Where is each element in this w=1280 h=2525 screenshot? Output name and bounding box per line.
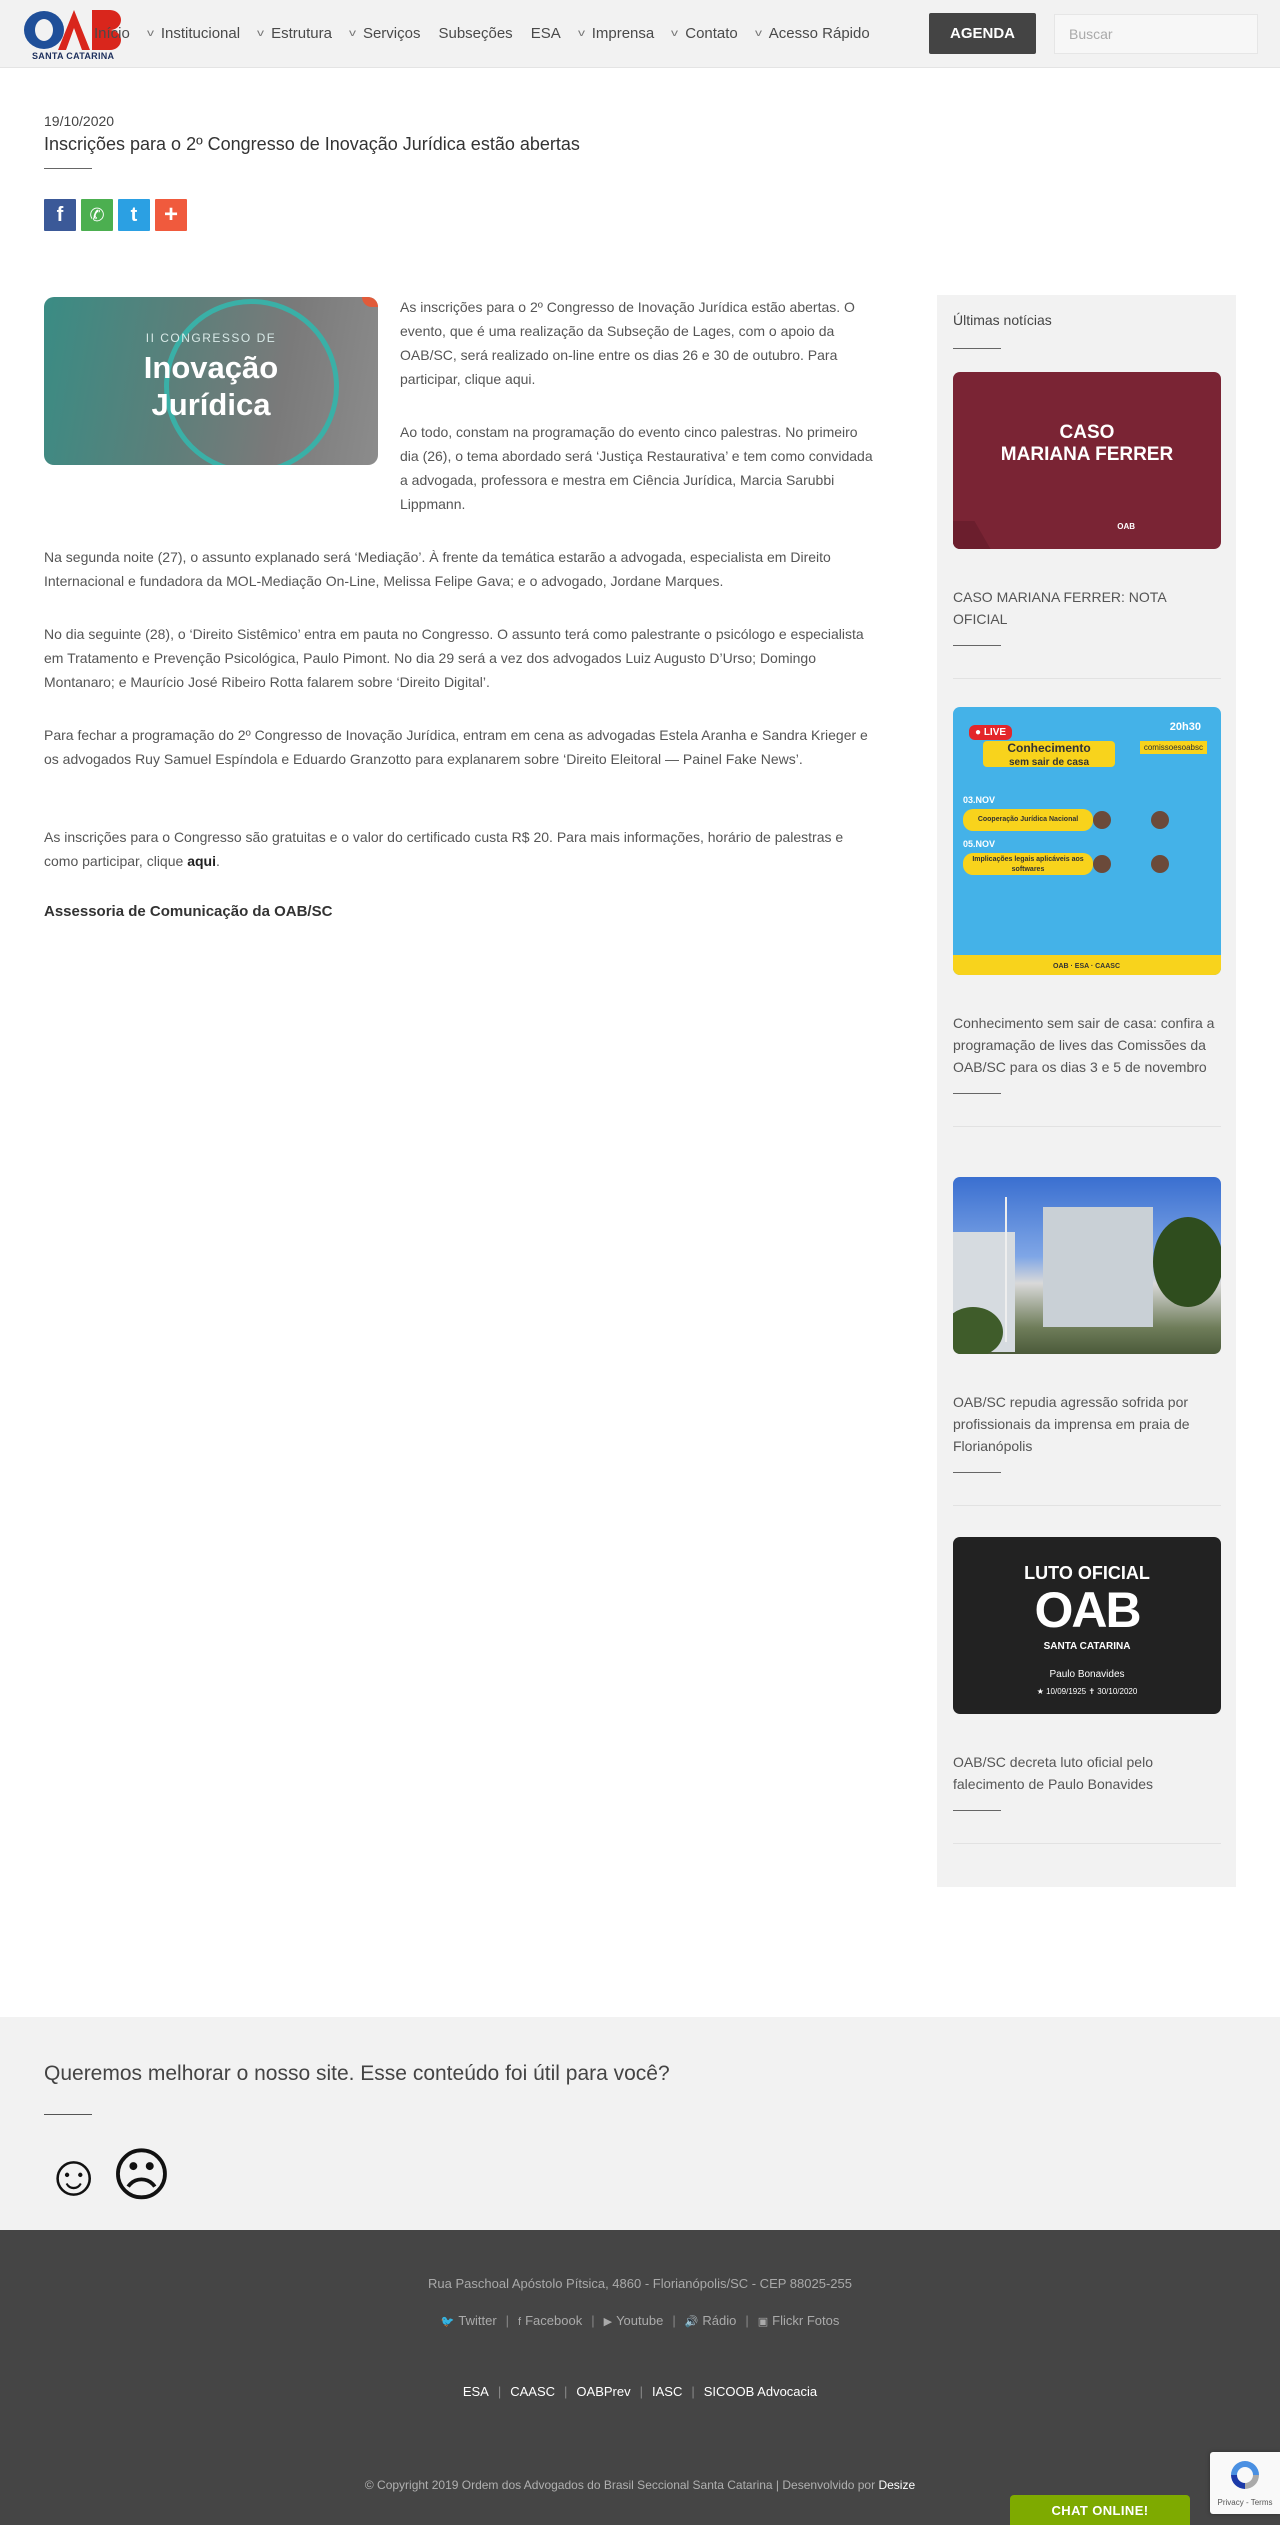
footer-social-links (0, 2313, 1280, 2328)
social-label: Youtube (616, 2313, 664, 2328)
thumb-band (953, 509, 1221, 549)
news-thumbnail[interactable] (953, 707, 1221, 975)
thumb-topic: Implicações legais aplicáveis aos softwares (963, 853, 1093, 875)
tree-shape (1153, 1217, 1221, 1307)
nav-item-contato[interactable] (672, 25, 738, 42)
recaptcha-icon (1228, 2458, 1262, 2492)
paragraph-end: . (215, 853, 220, 869)
social-label: Rádio (702, 2313, 737, 2328)
news-thumbnail[interactable] (953, 1537, 1221, 1714)
feedback-options (44, 2143, 172, 2208)
nav-label: Serviços (362, 24, 421, 42)
footer-link-iasc[interactable]: IASC (651, 2384, 683, 2399)
social-label: Flickr Fotos (772, 2313, 840, 2328)
click-here-link[interactable]: aqui (187, 853, 216, 869)
news-caption[interactable]: OAB/SC repudia agressão sofrida por profissionais da imprensa em praia de Florianópolis (953, 1394, 1190, 1454)
speaker-avatar (1151, 855, 1169, 873)
thumb-name: Paulo Bonavides (1049, 1669, 1125, 1680)
news-separator (953, 1505, 1221, 1506)
social-link-youtube[interactable] (604, 2313, 664, 2328)
thumb-logo: OAB (1117, 522, 1135, 531)
agenda-button[interactable]: AGENDA (929, 13, 1036, 54)
happy-face-icon[interactable]: ☺ (44, 2143, 104, 2208)
twitter-icon: 🐦 (440, 2316, 455, 2328)
live-badge: ● LIVE (969, 725, 1012, 740)
recaptcha-badge[interactable] (1210, 2452, 1280, 2514)
thumb-topic: Cooperação Jurídica Nacional (963, 809, 1093, 831)
more-share-icon[interactable]: + (155, 199, 187, 231)
separator: | (639, 2384, 643, 2399)
article-signature: Assessoria de Comunicação da OAB/SC (44, 903, 333, 920)
chevron-down-icon: v (146, 27, 154, 39)
image-title-line2: Jurídica (151, 387, 271, 422)
footer-link-sicoob[interactable]: SICOOB Advocacia (703, 2384, 818, 2399)
sidebar-title: Últimas notícias (953, 312, 1052, 328)
nav-label: Estrutura (271, 24, 332, 42)
nav-item-esa[interactable] (531, 25, 561, 42)
article-date: 19/10/2020 (44, 113, 115, 129)
paragraph-text: As inscrições para o Congresso são gratuitas e o valor do certificado custa R$ 20. Para mais informações, horário de palestras e como participar, clique (44, 829, 844, 869)
news-thumbnail[interactable] (953, 1177, 1221, 1354)
image-subtitle: II CONGRESSO DE (145, 331, 277, 345)
nav-label: ESA (530, 24, 561, 42)
thumb-date: 05.NOV (963, 839, 996, 849)
thumb-line: CASO (1059, 422, 1115, 443)
chevron-down-icon: v (348, 27, 356, 39)
footer-copyright (0, 2478, 1280, 2492)
nav-item-institucional[interactable] (148, 25, 240, 42)
chat-online-button[interactable]: CHAT ONLINE! (1010, 2495, 1190, 2525)
youtube-icon: ▶ (603, 2316, 613, 2328)
thumb-title (953, 422, 1221, 466)
flickr-icon: ▣ (757, 2316, 769, 2328)
chevron-down-icon: v (577, 27, 585, 39)
thumb-date: 03.NOV (963, 795, 996, 805)
news-item[interactable] (953, 1177, 1221, 1506)
article-paragraph-2 (44, 420, 880, 516)
speaker-avatar (1093, 855, 1111, 873)
latest-news-sidebar (937, 295, 1236, 1887)
social-link-flickr[interactable] (758, 2313, 840, 2328)
thumb-title (983, 741, 1115, 767)
thumb-line: MARIANA FERRER (1000, 444, 1174, 465)
separator: | (505, 2313, 510, 2328)
speaker-avatar (1093, 811, 1111, 829)
footer-links (0, 2384, 1280, 2399)
facebook-share-icon[interactable]: f (44, 199, 76, 231)
social-label: Twitter (458, 2313, 497, 2328)
corner-decoration (362, 297, 378, 307)
chevron-down-icon: v (671, 27, 679, 39)
facebook-icon: f (518, 2316, 522, 2328)
footer-link-caasc[interactable]: CAASC (510, 2384, 556, 2399)
news-caption[interactable]: CASO MARIANA FERRER: NOTA OFICIAL (953, 589, 1166, 627)
search-input[interactable] (1054, 14, 1258, 54)
separator: | (745, 2313, 749, 2328)
site-header (0, 0, 1280, 68)
social-label: Facebook (525, 2313, 583, 2328)
thumb-time: 20h30 (1169, 721, 1201, 733)
thumb-title: LUTO OFICIAL (1024, 1563, 1150, 1583)
building-shape (1043, 1207, 1153, 1327)
image-title-line1: Inovação (143, 350, 279, 385)
news-caption[interactable]: OAB/SC decreta luto oficial pelo falecimento de Paulo Bonavides (953, 1754, 1154, 1792)
article-paragraph-3: Na segunda noite (27), o assunto explanado será ‘Mediação’. À frente da temática estarão a advogada, especialista em Direito Internacional e fundadora da MOL-Mediação On-Line, Melissa Felipe Gava; e o advogado, Jordane Marques. (44, 549, 831, 589)
nav-label: Institucional (160, 24, 241, 42)
footer-link-esa[interactable]: ESA (462, 2384, 489, 2399)
nav-label: Início (94, 24, 130, 42)
sidebar-title-divider (953, 348, 1001, 349)
sad-face-icon[interactable]: ☹ (111, 2143, 172, 2208)
twitter-share-icon[interactable]: t (118, 199, 150, 231)
thumb-subtitle: SANTA CATARINA (1043, 1641, 1131, 1652)
news-item[interactable] (953, 707, 1221, 1127)
nav-item-imprensa[interactable] (579, 25, 655, 42)
chevron-down-icon: v (257, 27, 265, 39)
social-link-twitter[interactable] (441, 2313, 497, 2328)
article-title: Inscrições para o 2º Congresso de Inovação Jurídica estão abertas (44, 134, 580, 154)
separator: | (672, 2313, 676, 2328)
nav-label: Subseções (438, 24, 513, 42)
main-nav (94, 22, 888, 44)
thumb-dates: ★ 10/09/1925 ✝ 30/10/2020 (1036, 1687, 1138, 1696)
news-separator (953, 1126, 1221, 1127)
separator: | (691, 2384, 695, 2399)
nav-label: Acesso Rápido (768, 24, 870, 42)
nav-item-subsecoes[interactable] (438, 25, 512, 42)
news-divider (953, 1810, 1001, 1811)
title-divider (44, 168, 92, 169)
separator: | (497, 2384, 502, 2399)
copyright-text: © Copyright 2019 Ordem dos Advogados do Brasil Seccional Santa Catarina | Desenvolvido por (364, 2478, 879, 2492)
nav-label: Contato (685, 24, 738, 42)
whatsapp-share-icon[interactable]: ✆ (81, 199, 113, 231)
separator: | (564, 2384, 568, 2399)
article-paragraph-4: No dia seguinte (28), o ‘Direito Sistêmico’ entra em pauta no Congresso. O assunto terá como palestrante o psicólogo e especialista em Tratamento e Prevenção Psicológica, Paulo Pimont. No dia 29 será a vez dos advogados Luiz Augusto D’Urso; Domingo Montanaro; e Maurício José Ribeiro Rotta falarem sobre ‘Direito Digital’. (44, 626, 864, 690)
thumb-line: sem sair de casa (1008, 757, 1090, 768)
news-caption[interactable]: Conhecimento sem sair de casa: confira a programação de lives das Comissões da OAB/SC para os dias 3 e 5 de novembro (953, 1015, 1215, 1075)
footer-link-oabprev[interactable]: OABPrev (576, 2384, 631, 2399)
image-title (44, 349, 378, 423)
chevron-down-icon: v (754, 27, 762, 39)
article-paragraph-6 (44, 825, 880, 873)
feedback-divider (44, 2114, 92, 2115)
news-separator (953, 1843, 1221, 1844)
news-item[interactable] (953, 372, 1221, 679)
nav-item-servicos[interactable] (350, 25, 421, 42)
social-link-facebook[interactable] (518, 2313, 582, 2328)
thumb-line: Conhecimento (1007, 741, 1091, 755)
nav-item-inicio[interactable] (94, 25, 130, 42)
article-paragraph-5: Para fechar a programação do 2º Congresso de Inovação Jurídica, entram em cena as advogadas Estela Aranha e Sandra Krieger e os advogados Ruy Samuel Espíndola e Eduardo Granzotto para explanarem sobre ‘Direito Eleitoral — Painel Fake News’. (44, 727, 868, 767)
developer-link[interactable]: Desize (878, 2478, 916, 2492)
footer-address: Rua Paschoal Apóstolo Pítsica, 4860 - Florianópolis/SC - CEP 88025-255 (428, 2276, 852, 2291)
news-divider (953, 1093, 1001, 1094)
news-item[interactable] (953, 1537, 1221, 1844)
thumb-tag: comissoesoabsc (1140, 741, 1207, 754)
feedback-section (0, 2017, 1280, 2230)
feedback-question: Queremos melhorar o nosso site. Esse conteúdo foi útil para você? (44, 2062, 670, 2085)
site-footer (0, 2230, 1280, 2525)
article-paragraph-2-text: Ao todo, constam na programação do evento cinco palestras. No primeiro dia (26), o tema abordado será ‘Justiça Restaurativa’ e tem como convidada a advogada, professora e mestra em Ciência Jurídica, Marcia Sarubbi Lippmann. (400, 424, 873, 512)
news-separator (953, 678, 1221, 679)
news-divider (953, 1472, 1001, 1473)
thumb-footer-logos: OAB · ESA · CAASC (1053, 963, 1121, 970)
float-spacer (44, 420, 400, 500)
speaker-avatar (1151, 811, 1169, 829)
share-buttons (44, 199, 187, 231)
speaker-icon: 🔊 (684, 2316, 699, 2328)
separator: | (591, 2313, 595, 2328)
nav-item-estrutura[interactable] (258, 25, 332, 42)
article-paragraph-1: As inscrições para o 2º Congresso de Inovação Jurídica estão abertas. O evento, que é uma realização da Subseção de Lages, com o apoio da OAB/SC, será realizado on-line entre os dias 26 e 30 de outubro. Para participar, clique aqui. (400, 299, 855, 387)
recaptcha-links[interactable]: Privacy - Terms (1217, 2498, 1273, 2507)
social-link-radio[interactable] (685, 2313, 737, 2328)
nav-item-acesso-rapido[interactable] (756, 25, 870, 42)
thumb-oab-logo: OAB (1034, 1582, 1140, 1638)
news-thumbnail[interactable] (953, 372, 1221, 549)
logo-subtitle: SANTA CATARINA (32, 51, 115, 61)
news-divider (953, 645, 1001, 646)
flag-pole (1005, 1197, 1007, 1342)
nav-label: Imprensa (591, 24, 655, 42)
